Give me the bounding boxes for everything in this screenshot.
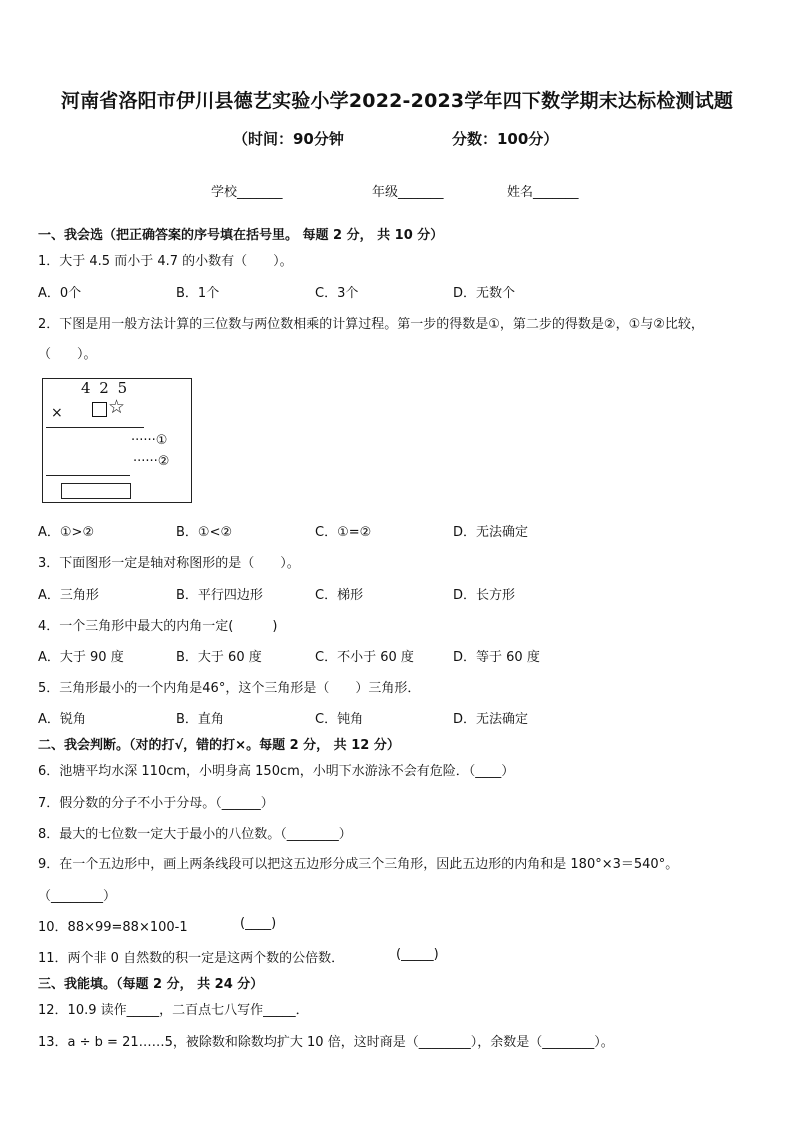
q3-option-d: D．长方形	[453, 588, 516, 603]
question-1: 1．大于 4.5 而小于 4.7 的小数有（ ）。	[38, 254, 293, 269]
question-11-blank: (_____)	[396, 947, 439, 962]
q5-option-c: C．钝角	[315, 712, 364, 727]
diagram-line-2	[46, 475, 130, 476]
question-13: 13．a ÷ b = 21……5，被除数和除数均扩大 10 倍，这时商是（________），余数是（________）。	[38, 1035, 614, 1050]
question-6: 6．池塘平均水深 110cm，小明身高 150cm，小明下水游泳不会有危险．（____）	[38, 764, 515, 779]
diagram-step1: ······①	[131, 433, 168, 448]
diagram-step2: ······②	[133, 454, 170, 469]
q1-option-c: C．3个	[315, 286, 359, 301]
square-icon	[92, 402, 107, 417]
q4-option-c: C．不小于 60 度	[315, 650, 414, 665]
q2-option-c: C．①=②	[315, 525, 372, 540]
question-2-cont: （ ）。	[38, 347, 97, 362]
q3-option-b: B．平行四边形	[176, 588, 263, 603]
question-9: 9．在一个五边形中，画上两条线段可以把这五边形分成三个三角形，因此五边形的内角和是 180°×3＝540°。	[38, 857, 679, 872]
q2-option-b: B．①<②	[176, 525, 233, 540]
question-10: 10．88×99=88×100-1	[38, 920, 188, 935]
question-11: 11．两个非 0 自然数的积一定是这两个数的公倍数．	[38, 951, 345, 966]
q1-option-d: D．无数个	[453, 286, 516, 301]
question-4: 4．一个三角形中最大的内角一定( )	[38, 619, 278, 634]
q3-option-c: C．梯形	[315, 588, 364, 603]
q5-option-a: A．锐角	[38, 712, 86, 727]
section3-title: 三、我能填。（每题 2 分， 共 24 分）	[38, 977, 264, 992]
q2-option-d: D．无法确定	[453, 525, 529, 540]
q3-option-a: A．三角形	[38, 588, 99, 603]
exam-time: （时间：90分钟	[233, 130, 344, 148]
question-3: 3．下面图形一定是轴对称图形的是（ ）。	[38, 556, 300, 571]
q4-option-d: D．等于 60 度	[453, 650, 540, 665]
question-5: 5．三角形最小的一个内角是46°，这个三角形是（ ）三角形．	[38, 681, 421, 696]
exam-score: 分数：100分）	[452, 130, 559, 148]
star-icon: ☆	[108, 396, 126, 418]
diagram-times-sign: ×	[51, 405, 63, 421]
diagram-top-number: 4 2 5	[81, 379, 130, 397]
question-12: 12．10.9 读作_____，二百点七八写作_____．	[38, 1003, 309, 1018]
section1-title: 一、我会选（把正确答案的序号填在括号里。 每题 2 分， 共 10 分）	[38, 228, 444, 243]
question-10-blank: (____)	[240, 916, 277, 931]
q4-option-b: B．大于 60 度	[176, 650, 262, 665]
q1-option-a: A．0个	[38, 286, 82, 301]
question-9-blank: （________）	[38, 889, 117, 904]
name-field: 姓名_______	[507, 185, 579, 200]
grade-field: 年级_______	[372, 185, 444, 200]
q2-option-a: A．①>②	[38, 525, 95, 540]
school-field: 学校_______	[211, 185, 283, 200]
q5-option-d: D．无法确定	[453, 712, 529, 727]
exam-title: 河南省洛阳市伊川县德艺实验小学2022-2023学年四下数学期末达标检测试题	[60, 90, 734, 112]
q1-option-b: B．1个	[176, 286, 220, 301]
q5-option-b: B．直角	[176, 712, 224, 727]
question-7: 7．假分数的分子不小于分母。（______）	[38, 796, 274, 811]
diagram-result-box	[61, 483, 131, 499]
question-8: 8．最大的七位数一定大于最小的八位数。（________）	[38, 827, 352, 842]
q4-option-a: A．大于 90 度	[38, 650, 124, 665]
multiplication-diagram	[42, 378, 192, 503]
question-2: 2．下图是用一般方法计算的三位数与两位数相乘的计算过程。第一步的得数是①，第二步的得数是②，①与②比较，	[38, 317, 704, 332]
section2-title: 二、我会判断。（对的打√，错的打×。每题 2 分， 共 12 分）	[38, 738, 400, 753]
diagram-line-1	[46, 427, 144, 428]
